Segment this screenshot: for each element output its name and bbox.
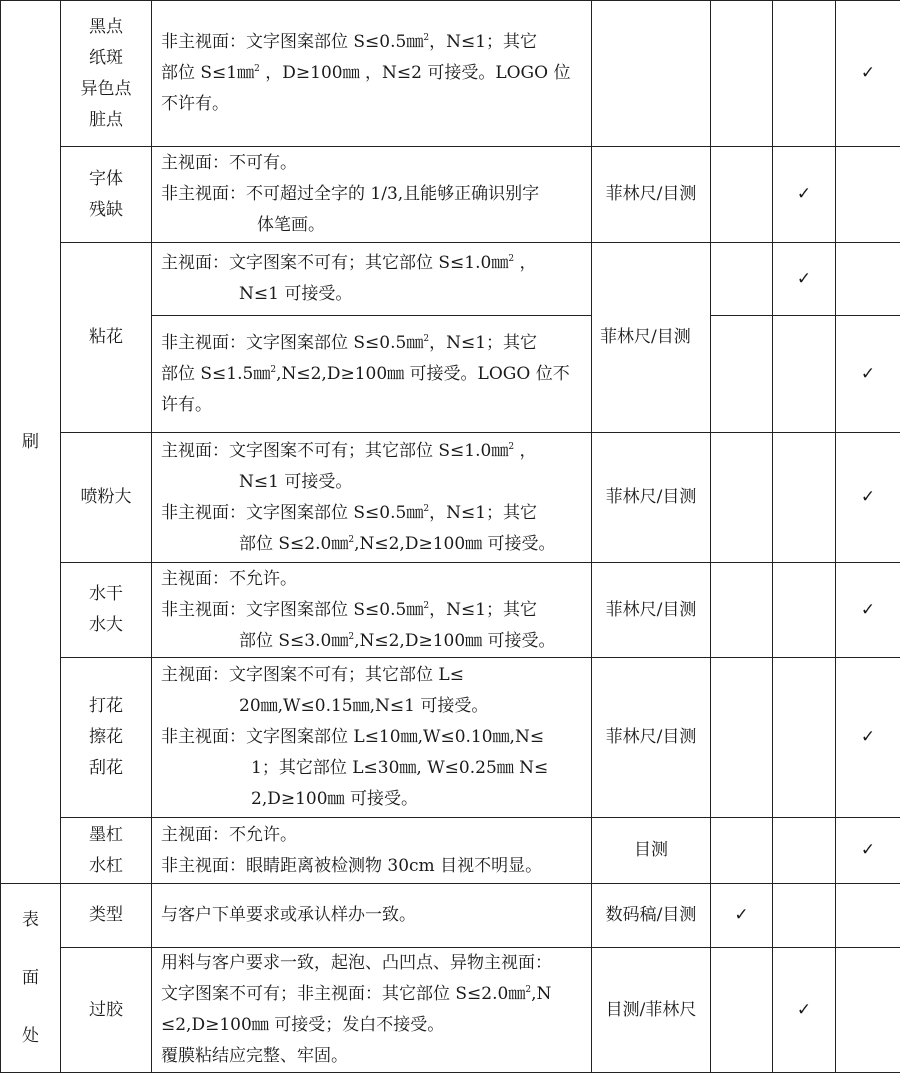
requirement-line: N≤1 可接受。	[161, 279, 583, 310]
requirement-line: 1；其它部位 L≤30㎜, W≤0.25㎜ N≤	[161, 753, 583, 784]
defect-item-cell	[61, 1, 152, 147]
requirement-cell	[152, 243, 592, 316]
requirement-line: 非主视面：文字图案部位 S≤0.5㎜$^2$，N≤1；其它	[161, 328, 583, 359]
table-row	[1, 243, 900, 316]
requirement-line: 非主视面：文字图案部位 S≤0.5㎜$^2$，N≤1；其它	[161, 498, 583, 529]
defect-item-cell	[61, 658, 152, 818]
check-mark	[711, 433, 773, 563]
requirement-line: ≤2,D≥100㎜ 可接受；发白不接受。	[161, 1010, 583, 1041]
requirement-line: 部位 S≤1.5㎜$^2$,N≤2,D≥100㎜ 可接受。LOGO 位不	[161, 359, 583, 390]
check-mark: ✓	[773, 948, 836, 1073]
defect-item-line: 打花	[61, 691, 151, 722]
table-row	[1, 948, 900, 1073]
table-row	[1, 818, 900, 884]
check-mark: ✓	[836, 818, 900, 884]
requirement-line: 用料与客户要求一致，起泡、凸凹点、异物主视面：	[161, 948, 583, 979]
requirement-line: 部位 S≤1㎜$^2$ ，D≥100㎜ ，N≤2 可接受。LOGO 位	[161, 58, 583, 89]
defect-item-cell	[61, 563, 152, 658]
check-mark	[836, 243, 900, 316]
defect-item-line: 水大	[61, 610, 151, 641]
table-row	[1, 147, 900, 243]
check-mark	[711, 316, 773, 433]
defect-item-line: 类型	[61, 900, 151, 931]
check-mark	[711, 1, 773, 147]
inspection-tool-cell: 数码稿/目测	[592, 884, 711, 948]
defect-item-cell	[61, 884, 152, 948]
check-mark	[836, 884, 900, 948]
requirement-cell	[152, 884, 592, 948]
requirement-cell	[152, 147, 592, 243]
check-mark	[773, 563, 836, 658]
check-mark	[711, 147, 773, 243]
check-mark	[711, 563, 773, 658]
inspection-tool-cell	[592, 1, 711, 147]
defect-item-line: 墨杠	[61, 820, 151, 851]
category-label: 表	[1, 891, 60, 949]
defect-item-cell	[61, 433, 152, 563]
check-mark	[711, 818, 773, 884]
requirement-line: 主视面：文字图案不可有；其它部位 S≤1.0㎜$^2$ ，	[161, 248, 583, 279]
requirement-cell	[152, 948, 592, 1073]
inspection-tool-cell: 菲林尺/目测	[592, 147, 711, 243]
requirement-line: 非主视面：文字图案部位 S≤0.5㎜$^2$，N≤1；其它	[161, 27, 583, 58]
check-mark	[773, 818, 836, 884]
defect-item-line: 异色点	[61, 74, 151, 105]
table-row	[1, 884, 900, 948]
requirement-cell	[152, 818, 592, 884]
check-mark	[711, 658, 773, 818]
requirement-cell	[152, 563, 592, 658]
check-mark: ✓	[836, 433, 900, 563]
requirement-line: 体笔画。	[161, 210, 583, 241]
requirement-line: 主视面：不可有。	[161, 148, 583, 179]
requirement-line: 不许有。	[161, 89, 583, 120]
inspection-tool-cell: 菲林尺/目测	[592, 433, 711, 563]
check-mark: ✓	[836, 563, 900, 658]
requirement-line: 与客户下单要求或承认样办一致。	[161, 900, 583, 931]
requirement-cell	[152, 1, 592, 147]
table-row	[1, 563, 900, 658]
check-mark	[773, 884, 836, 948]
check-mark	[773, 1, 836, 147]
defect-item-line: 擦花	[61, 722, 151, 753]
requirement-line: 主视面：不允许。	[161, 820, 583, 851]
inspection-tool-cell: 目测	[592, 818, 711, 884]
defect-item-line: 黑点	[61, 12, 151, 43]
table-row	[1, 1, 900, 147]
category-cell-print	[1, 1, 61, 884]
defect-item-line: 水杠	[61, 851, 151, 882]
requirement-line: 许有。	[161, 390, 583, 421]
inspection-tool-cell: 菲林尺/目测	[592, 658, 711, 818]
table-row	[1, 658, 900, 818]
inspection-tool-cell: 菲林尺/目测	[592, 243, 711, 433]
requirement-line: 非主视面：不可超过全字的 1/3,且能够正确识别字	[161, 179, 583, 210]
check-mark	[711, 243, 773, 316]
defect-item-line: 脏点	[61, 105, 151, 136]
requirement-line: 非主视面：眼睛距离被检测物 30cm 目视不明显。	[161, 851, 583, 882]
defect-item-line: 刮花	[61, 753, 151, 784]
check-mark	[711, 948, 773, 1073]
requirement-line: 部位 S≤3.0㎜$^2$,N≤2,D≥100㎜ 可接受。	[161, 626, 583, 657]
table-row	[1, 433, 900, 563]
category-cell-surface	[1, 884, 61, 1073]
defect-item-cell	[61, 948, 152, 1073]
requirement-line: 主视面：不允许。	[161, 564, 583, 595]
defect-item-cell	[61, 818, 152, 884]
inspection-tool-cell: 菲林尺/目测	[592, 563, 711, 658]
check-mark: ✓	[836, 316, 900, 433]
defect-item-cell	[61, 147, 152, 243]
check-mark: ✓	[773, 243, 836, 316]
defect-item-line: 字体	[61, 164, 151, 195]
defect-item-cell	[61, 243, 152, 433]
requirement-cell	[152, 316, 592, 433]
check-mark: ✓	[836, 1, 900, 147]
defect-item-line: 喷粉大	[61, 482, 151, 513]
requirement-line: 2,D≥100㎜ 可接受。	[161, 784, 583, 815]
category-label: 处	[1, 1007, 60, 1065]
requirement-line: 文字图案不可有；非主视面：其它部位 S≤2.0㎜$^2$,N	[161, 979, 583, 1010]
defect-item-line: 残缺	[61, 195, 151, 226]
inspection-tool-cell: 目测/菲林尺	[592, 948, 711, 1073]
defect-item-line: 水干	[61, 579, 151, 610]
defect-item-line: 粘花	[61, 322, 151, 353]
check-mark	[836, 147, 900, 243]
requirement-line: 覆膜粘结应完整、牢固。	[161, 1041, 583, 1072]
requirement-cell	[152, 658, 592, 818]
category-label: 刷	[22, 432, 39, 452]
requirement-line: 非主视面：文字图案部位 L≤10㎜,W≤0.10㎜,N≤	[161, 722, 583, 753]
check-mark: ✓	[711, 884, 773, 948]
check-mark	[773, 658, 836, 818]
requirement-line: 主视面：文字图案不可有；其它部位 L≤	[161, 660, 583, 691]
check-mark	[773, 316, 836, 433]
requirement-line: 部位 S≤2.0㎜$^2$,N≤2,D≥100㎜ 可接受。	[161, 529, 583, 560]
check-mark: ✓	[836, 658, 900, 818]
requirement-line: 非主视面：文字图案部位 S≤0.5㎜$^2$，N≤1；其它	[161, 595, 583, 626]
requirement-line: 20㎜,W≤0.15㎜,N≤1 可接受。	[161, 691, 583, 722]
requirement-cell	[152, 433, 592, 563]
check-mark: ✓	[773, 147, 836, 243]
defect-item-line: 过胶	[61, 995, 151, 1026]
check-mark	[836, 948, 900, 1073]
requirement-line: N≤1 可接受。	[161, 467, 583, 498]
requirement-line: 主视面：文字图案不可有；其它部位 S≤1.0㎜$^2$ ，	[161, 436, 583, 467]
check-mark	[773, 433, 836, 563]
category-label: 面	[1, 949, 60, 1007]
defect-item-line: 纸斑	[61, 43, 151, 74]
